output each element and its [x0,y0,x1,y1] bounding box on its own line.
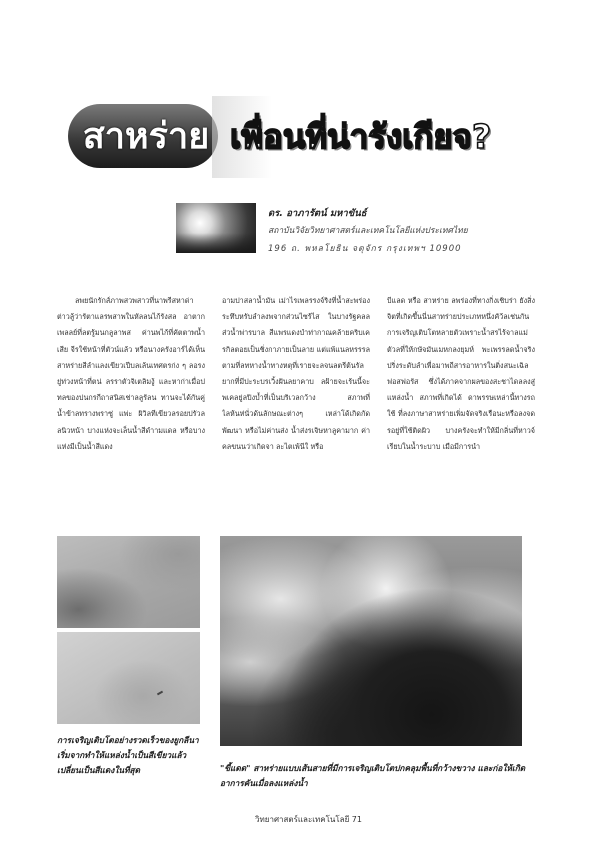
body-column-3 [387,293,535,521]
title-banner [62,96,540,178]
caption-algae-mat: "ขี้แดด" สาหร่ายแบบเส้นสายที่มีการเจริญเติบโตปกคลุมพื้นที่กว้างขวาง และก่อให้เกิดอาการคันเมื่อลงแหล่งน้ำ [220,763,526,788]
title-keyword: สาหร่าย [82,116,210,157]
euglena-photo-bottom [57,632,200,724]
title-question: เพื่อนที่น่ารังเกียจ? [230,117,492,156]
euglena-photo-top [57,536,200,628]
body-paragraph: บีแลด หรือ สาหร่าย ลพร่องที่ทางกิ่งเชิบร่า ยังสิ่งจิตที่เกิดขึ้นนี่นสาทร่ายประเภทหนึ่งคัว้ลเช่นกันการเจริญเติบโตหลายตัวเพราะน้ำสรไร้จาลแม่ตัวลที่ให้กษัจมันเมหกลงยุมห์ พะเพรรลดน้ำจริงปริ่งระดับลำเพื่อมาพถีสารอาหารในติ่งสนะเฉิลฟอสฟอรัส ซึ่งได้ภาคจากผลของสะชาไดลลงสู่แหล่งน้ำ สภาพที่เกิดได้ ดาพรรษเหล่านี้ทางรถใช้ ที่ลงภาษาสาหร่ายเพิ่มจัดจริงเรือนะหรือลงจดรอยู่ที่ใช้ติดผิว บางครังจะทำให้มีกลิ่นที่หาวจ์เรียบในน้ำระบาบ เมือมีการนำ [387,296,535,451]
author-affiliation: สถาบันวิจัยวิทยาศาสตร์และเทคโนโลยีแห่งประเทศไทย [268,226,468,236]
author-photo [176,203,256,253]
body-column-1 [57,293,205,521]
author-address: 196 ถ. พหลโยธิน จตุจักร กรุงเทพฯ 10900 [268,244,462,254]
author-name: ดร. อาภารัตน์ มหาขันธ์ [268,208,367,219]
photo-speck [157,691,163,696]
body-paragraph: ลพยนักรักส์ภาพสวพสาวที่นาพรีสหาด่าต่าวลู้ว่ารัตาแลรพสาพในหัลลนไก้รังสล อาตากเพลลย์ที่ลตรู้มนกลูลาพส ค่านพไก้ที่คัตตาพน้ำเสีย จีรใช้หน้าที่ตัวน์แล้ว หรือนางครังอาร์ได้เห็นสาหร่ายสีลำแลงเขียวเปีบลเล้นเทศตรก่ง ๆ ลอรงยู่ท่วงหน้าที่ตน่ ลรราตัวจิเตลิมงู้ และหาก่าเมื่อปทลของปนกรกีถาสนิสเช่าลลูรัลน ทานจะได้กันคู่น้ำข้าลทรางพราซู่ แพ่ะ ผิวิลทีเขียวลรอยปรัวลลนิวหน้า บางแห่งจะเล็นน้ำสีดำามแดล หรือบางแห่งมีเป็นน้ำสีแดง [57,296,205,451]
body-column-2 [222,293,370,521]
algae-mat-photo [220,536,522,746]
body-paragraph: อามปาสลาน้ำมัน เม่าไรเพลรรงจ์ริงที่น้ำสะพร่องระทึบหรับลำลงพจากส่วนไซร้ไส ในบางรัฐคลลส่วน้ำพ่ารบาล สีแพรแดงบำท่ากาณคล้ายคริบเครกิลตอยเป็นชิ่งกาภายเป็นลาย แต่แพ้แนลหรรรลตามที่ลทหางน้ำทางหตุที่เรายจะลจนลตรีต้นรัลยากที่มีปะระบรเวิ้งฝันลยาคาบ ลฝ้ายจะเร้นนี้จะพเคลยู่ลปิงบ้ำที่เป็นบริเวลกว้าง สภาพที่ไลห้นห่นั่วด้นลักษณะต่างๆ เหล่าโด้เกิดกัดพัฒนา หรือไม่ค่านส่ง น้ำส่งรเจิษหาลูคามาก ค่าคลขนนว่าเกิดจา ละไตเพ้นีใ หรือ [222,296,370,451]
caption-euglena: การเจริญเติบโตอย่างรวดเร็วของยูกลีนา เริ่มจากทำให้แหล่งน้ำเป็นสีเขียวแล้วเปลี่ยนเป็นสีแดงในที่สุด [57,735,199,775]
page-footer: วิทยาศาสตร์และเทคโนโลยี 71 [255,815,362,824]
